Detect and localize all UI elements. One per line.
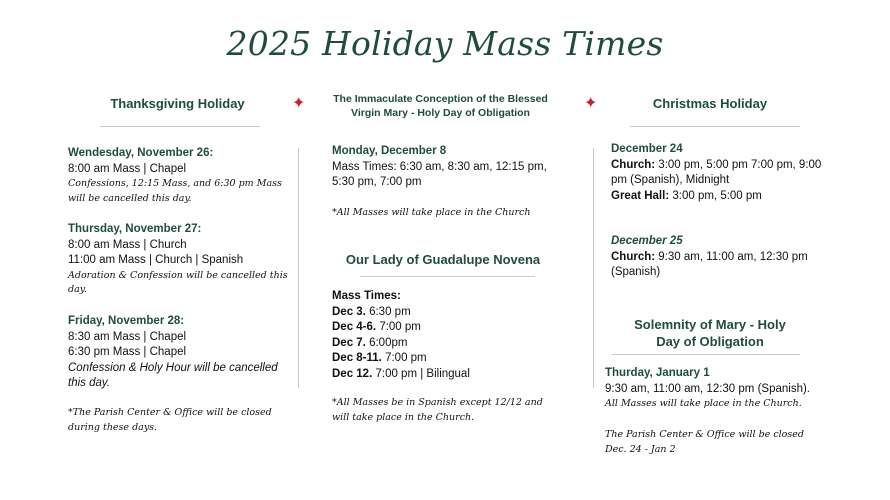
date-heading: Thursday, November 27: xyxy=(68,223,202,235)
divider xyxy=(360,276,535,277)
star-icon: ✦ xyxy=(584,95,598,112)
immaculate-note: *All Masses will take place in the Church xyxy=(332,207,531,218)
note: Confessions, 12:15 Mass, and 6:30 pm Mass will be cancelled this day. xyxy=(68,178,282,204)
novena-row xyxy=(332,305,557,321)
mass-times-label: Mass Times: xyxy=(332,290,401,302)
divider xyxy=(630,126,800,127)
novena-row xyxy=(332,351,557,367)
novena-time: 6:30 pm xyxy=(369,305,411,318)
immaculate-section xyxy=(332,144,557,191)
hall-times xyxy=(611,189,826,205)
church-label: Church: xyxy=(611,158,656,171)
note: Adoration & Confession will be cancelled this day. xyxy=(68,269,288,295)
date-heading: Thurday, January 1 xyxy=(605,367,710,379)
novena-row xyxy=(332,320,557,336)
guadalupe-times xyxy=(332,289,557,382)
hall-times-value: 3:00 pm, 5:00 pm xyxy=(672,189,762,202)
mass-time: 9:30 am, 11:00 am, 12:30 pm (Spanish). xyxy=(605,382,810,395)
mass-time: 8:30 am Mass | Chapel xyxy=(68,330,187,343)
hall-label: Great Hall: xyxy=(611,189,670,202)
novena-time: 6:00pm xyxy=(369,336,408,349)
date-heading: Monday, December 8 xyxy=(332,145,447,157)
solemnity-closure-note: The Parish Center & Office will be closed Dec. 24 - Jan 2 xyxy=(605,429,804,455)
novena-row xyxy=(332,367,557,383)
church-times-value: 9:30 am, 11:00 am, 12:30 pm (Spanish) xyxy=(611,250,808,278)
immaculate-heading: The Immaculate Conception of the Blessed Virgin Mary - Holy Day of Obligation xyxy=(333,93,548,119)
column-divider xyxy=(298,148,299,388)
church-times xyxy=(611,158,826,189)
thanksgiving-thursday xyxy=(68,222,288,298)
thanksgiving-heading: Thanksgiving Holiday xyxy=(110,96,245,111)
novena-time: 7:00 pm xyxy=(385,352,427,364)
novena-row xyxy=(332,336,557,352)
church-times-value: 3:00 pm, 5:00 pm 7:00 pm, 9:00 pm (Spanish), Midnight xyxy=(611,158,822,186)
christmas-dec25 xyxy=(611,234,826,281)
church-times xyxy=(611,250,826,281)
date-heading: Friday, November 28: xyxy=(68,315,185,327)
novena-day: Dec 8-11. xyxy=(332,352,382,364)
star-icon: ✦ xyxy=(292,95,306,112)
thanksgiving-friday xyxy=(68,314,278,392)
page-title: 2025 Holiday Mass Times xyxy=(226,24,664,63)
solemnity-heading: Solemnity of Mary - Holy Day of Obligation xyxy=(634,317,786,349)
christmas-heading: Christmas Holiday xyxy=(652,96,768,111)
novena-day: Dec 3. xyxy=(332,305,366,318)
novena-time: 7:00 pm | Bilingual xyxy=(375,367,470,380)
mass-time: 8:00 am Mass | Church xyxy=(68,238,187,251)
guadalupe-note: *All Masses be in Spanish except 12/12 and will take place in the Church. xyxy=(332,397,543,423)
church-label: Church: xyxy=(611,250,656,263)
thanksgiving-wednesday xyxy=(68,146,288,206)
mass-time: 11:00 am Mass | Church | Spanish xyxy=(68,254,244,266)
solemnity-section xyxy=(605,366,825,412)
mass-time: 6:30 pm Mass | Chapel xyxy=(68,346,187,358)
guadalupe-heading: Our Lady of Guadalupe Novena xyxy=(345,252,541,267)
column-divider xyxy=(593,148,594,388)
date-heading: December 24 xyxy=(611,143,683,155)
christmas-dec24 xyxy=(611,142,826,204)
novena-day: Dec 12. xyxy=(332,367,373,380)
divider xyxy=(612,354,800,355)
mass-time: 8:00 am Mass | Chapel xyxy=(68,162,187,175)
date-heading: December 25 xyxy=(611,235,683,247)
note: All Masses will take place in the Church. xyxy=(605,398,802,409)
note: Confession & Holy Hour will be cancelled this day. xyxy=(68,361,278,389)
novena-day: Dec 7. xyxy=(332,336,366,349)
divider xyxy=(100,126,260,127)
thanksgiving-footnote: *The Parish Center & Office will be closed during these days. xyxy=(68,407,272,433)
mass-time: Mass Times: 6:30 am, 8:30 am, 12:15 pm, 5:30 pm, 7:00 pm xyxy=(332,160,547,188)
novena-time: 7:00 pm xyxy=(379,321,421,333)
novena-day: Dec 4-6. xyxy=(332,321,377,333)
date-heading: Wendesday, November 26: xyxy=(68,147,214,159)
